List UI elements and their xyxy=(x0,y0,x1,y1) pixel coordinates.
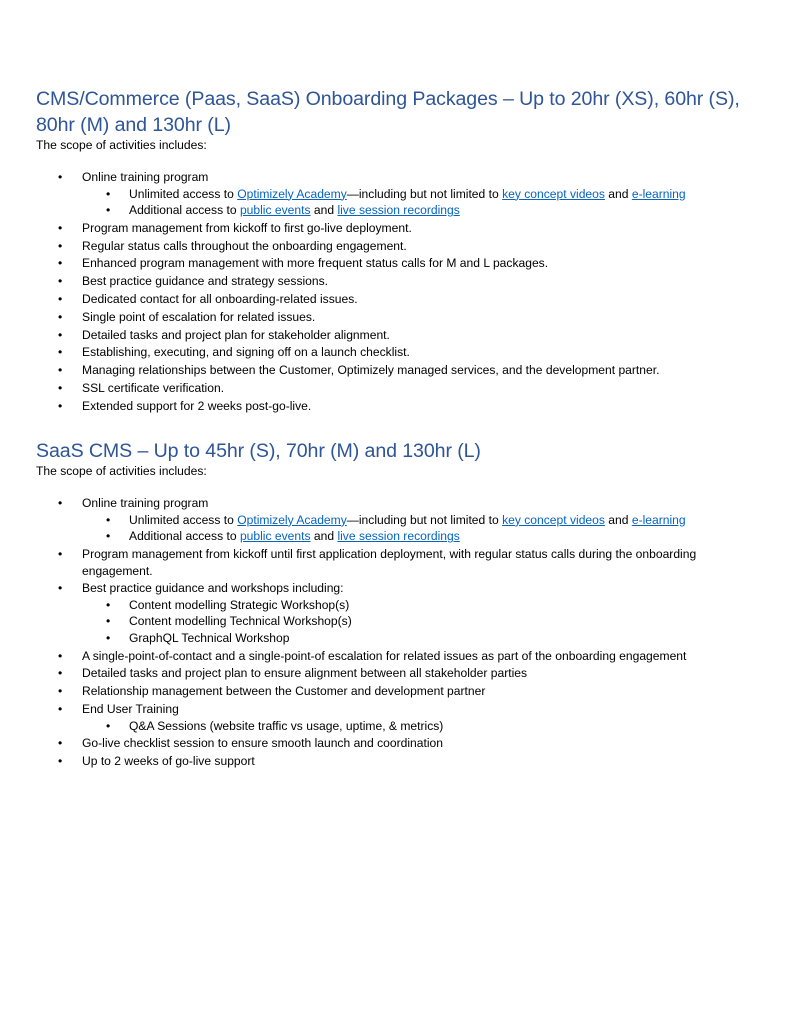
training-sublist xyxy=(82,512,764,545)
scope-intro: The scope of activities includes: xyxy=(36,464,207,479)
list-item: • Program management from kickoff to first go-live deployment. xyxy=(36,220,764,237)
list-item-additional-access xyxy=(82,528,764,545)
scope-list xyxy=(36,495,764,769)
text-fragment: Unlimited access to xyxy=(129,186,238,201)
list-item-end-user-training xyxy=(36,701,764,734)
optimizely-academy-link[interactable]: Optimizely Academy xyxy=(237,186,347,201)
list-item: • SSL certificate verification. xyxy=(36,380,764,397)
text-fragment: and xyxy=(604,186,632,201)
list-item: • Detailed tasks and project plan to ensure alignment between all stakeholder parties xyxy=(36,665,764,682)
document-page xyxy=(36,86,764,771)
training-sublist xyxy=(82,186,764,219)
list-item-training xyxy=(36,495,764,545)
list-item: • Relationship management between the Customer and development partner xyxy=(36,683,764,700)
text-fragment: Additional access to xyxy=(129,529,240,544)
public-events-link[interactable]: public events xyxy=(239,529,311,544)
workshop-sublist xyxy=(82,597,764,647)
training-label: Online training program xyxy=(82,496,209,511)
list-item-unlimited-access xyxy=(82,512,764,529)
e-learning-link[interactable]: e-learning xyxy=(631,512,686,527)
list-item: • Program management from kickoff until first application deployment, with regular status calls during the onboarding engagement. xyxy=(36,546,764,579)
qa-sessions-item: • Q&A Sessions (website traffic vs usage, uptime, & metrics) xyxy=(82,718,764,735)
end-user-training-label: End User Training xyxy=(82,702,179,717)
live-session-recordings-link[interactable]: live session recordings xyxy=(337,529,460,544)
list-item: • Go-live checklist session to ensure smooth launch and coordination xyxy=(36,735,764,752)
end-user-training-sublist xyxy=(82,718,764,735)
list-item: • Managing relationships between the Customer, Optimizely managed services, and the development partner. xyxy=(36,362,764,379)
list-item-unlimited-access xyxy=(82,186,764,203)
scope-intro: The scope of activities includes: xyxy=(36,138,207,152)
list-item: • Enhanced program management with more frequent status calls for M and L packages. xyxy=(36,255,764,272)
list-item-additional-access xyxy=(82,202,764,219)
key-concept-videos-link[interactable]: key concept videos xyxy=(502,186,605,201)
optimizely-academy-link[interactable]: Optimizely Academy xyxy=(237,512,347,527)
list-item-best-practice xyxy=(36,580,764,646)
list-item: • Extended support for 2 weeks post-go-live. xyxy=(36,398,764,415)
list-item: • Single point of escalation for related issues. xyxy=(36,309,764,326)
list-item: • Best practice guidance and strategy sessions. xyxy=(36,273,764,290)
section-saas-cms xyxy=(36,438,764,769)
workshop-item: • GraphQL Technical Workshop xyxy=(82,630,764,647)
text-fragment: —including but not limited to xyxy=(346,186,503,201)
list-item: • Up to 2 weeks of go-live support xyxy=(36,753,764,770)
list-item: • Detailed tasks and project plan for stakeholder alignment. xyxy=(36,327,764,344)
section-title: SaaS CMS – Up to 45hr (S), 70hr (M) and 130hr (L) xyxy=(36,440,481,463)
section-title: CMS/Commerce (Paas, SaaS) Onboarding Packages – Up to 20hr (XS), 60hr (S), 80hr (M) and 130hr (L) xyxy=(36,88,740,136)
list-item: • Regular status calls throughout the onboarding engagement. xyxy=(36,238,764,255)
list-item: • Dedicated contact for all onboarding-related issues. xyxy=(36,291,764,308)
workshop-item: • Content modelling Strategic Workshop(s) xyxy=(82,597,764,614)
text-fragment: and xyxy=(604,512,632,527)
training-label: Online training program xyxy=(82,170,209,184)
text-fragment: Additional access to xyxy=(129,203,240,217)
workshop-item: • Content modelling Technical Workshop(s) xyxy=(82,613,764,630)
text-fragment: and xyxy=(310,203,338,217)
section-cms-commerce xyxy=(36,86,764,414)
list-item: • A single-point-of-contact and a single-point-of escalation for related issues as part of the onboarding engagement xyxy=(36,648,764,665)
e-learning-link[interactable]: e-learning xyxy=(631,186,686,201)
scope-list xyxy=(36,169,764,414)
best-practice-label: Best practice guidance and workshops including: xyxy=(82,581,344,596)
live-session-recordings-link[interactable]: live session recordings xyxy=(337,203,460,217)
text-fragment: and xyxy=(310,529,338,544)
text-fragment: Unlimited access to xyxy=(129,512,238,527)
public-events-link[interactable]: public events xyxy=(239,203,311,217)
text-fragment: —including but not limited to xyxy=(346,512,503,527)
list-item-training xyxy=(36,169,764,219)
list-item: • Establishing, executing, and signing off on a launch checklist. xyxy=(36,344,764,361)
key-concept-videos-link[interactable]: key concept videos xyxy=(502,512,605,527)
